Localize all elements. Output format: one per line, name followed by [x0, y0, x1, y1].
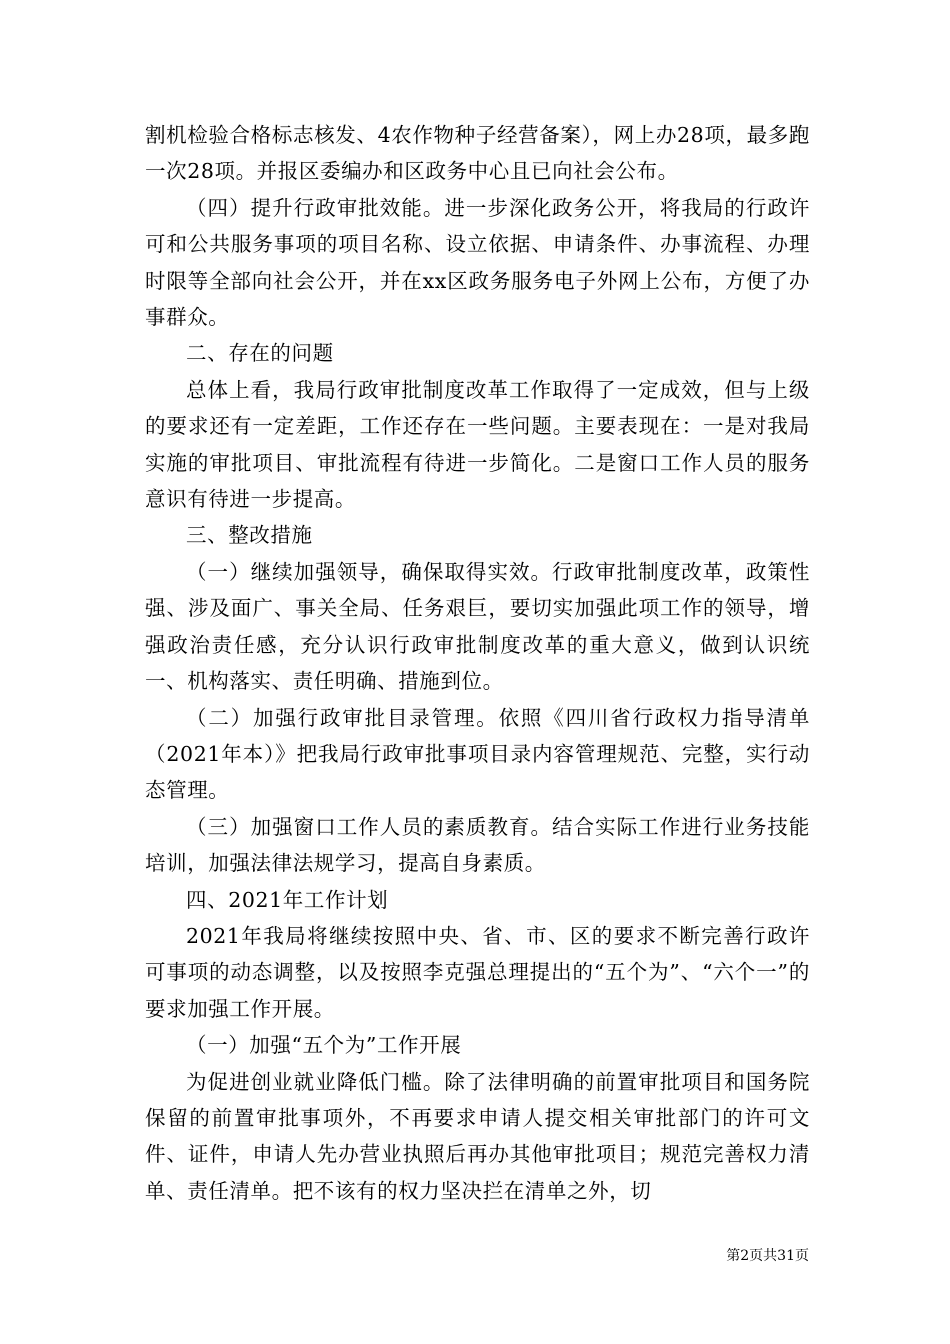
paragraph-measure-three: （三）加强窗口工作人员的素质教育。结合实际工作进行业务技能培训，加强法律法规学习，提高自身素质。 — [145, 814, 810, 876]
heading-rectification-measures: 三、整改措施 — [186, 523, 313, 548]
heading-five-for: （一）加强“五个为”工作开展 — [186, 1033, 462, 1058]
paragraph-section-four-efficiency: （四）提升行政审批效能。进一步深化政务公开，将我局的行政许可和公共服务事项的项目名称、设立依据、申请条件、办事流程、办理时限等全部向社会公开，并在xx区政务服务电子外网上公布，方便了办事群众。 — [145, 195, 810, 330]
heading-existing-problems: 二、存在的问题 — [186, 341, 334, 366]
paragraph-continuation: 割机检验合格标志核发、4农作物种子经营备案），网上办28项，最多跑一次28项。并报区委编办和区政务中心且已向社会公布。 — [145, 123, 810, 184]
paragraph-work-plan-intro: 2021年我局将继续按照中央、省、市、区的要求不断完善行政许可事项的动态调整，以及按照李克强总理提出的“五个为”、“六个一”的要求加强工作开展。 — [145, 923, 810, 1021]
page-number-footer: 第2页共31页 — [726, 1248, 809, 1264]
paragraph-five-for-detail: 为促进创业就业降低门槛。除了法律明确的前置审批项目和国务院保留的前置审批事项外，不再要求申请人提交相关审批部门的许可文件、证件，申请人先办营业执照后再办其他审批项目；规范完善权力清单、责任清单。把不该有的权力坚决拦在清单之外，切 — [145, 1069, 810, 1203]
paragraph-measure-two: （二）加强行政审批目录管理。依照《四川省行政权力指导清单（2021年本）》把我局行政审批事项目录内容管理规范、完整，实行动态管理。 — [145, 705, 810, 803]
document-body — [145, 117, 810, 1209]
heading-work-plan: 四、2021年工作计划 — [186, 887, 389, 912]
paragraph-measure-one: （一）继续加强领导，确保取得实效。行政审批制度改革，政策性强、涉及面广、事关全局、任务艰巨，要切实加强此项工作的领导，增强政治责任感，充分认识行政审批制度改革的重大意义，做到认识统一、机构落实、责任明确、措施到位。 — [145, 559, 810, 694]
paragraph-problems-detail: 总体上看，我局行政审批制度改革工作取得了一定成效，但与上级的要求还有一定差距，工作还存在一些问题。主要表现在：一是对我局实施的审批项目、审批流程有待进一步简化。二是窗口工作人员的服务意识有待进一步提高。 — [145, 377, 810, 512]
